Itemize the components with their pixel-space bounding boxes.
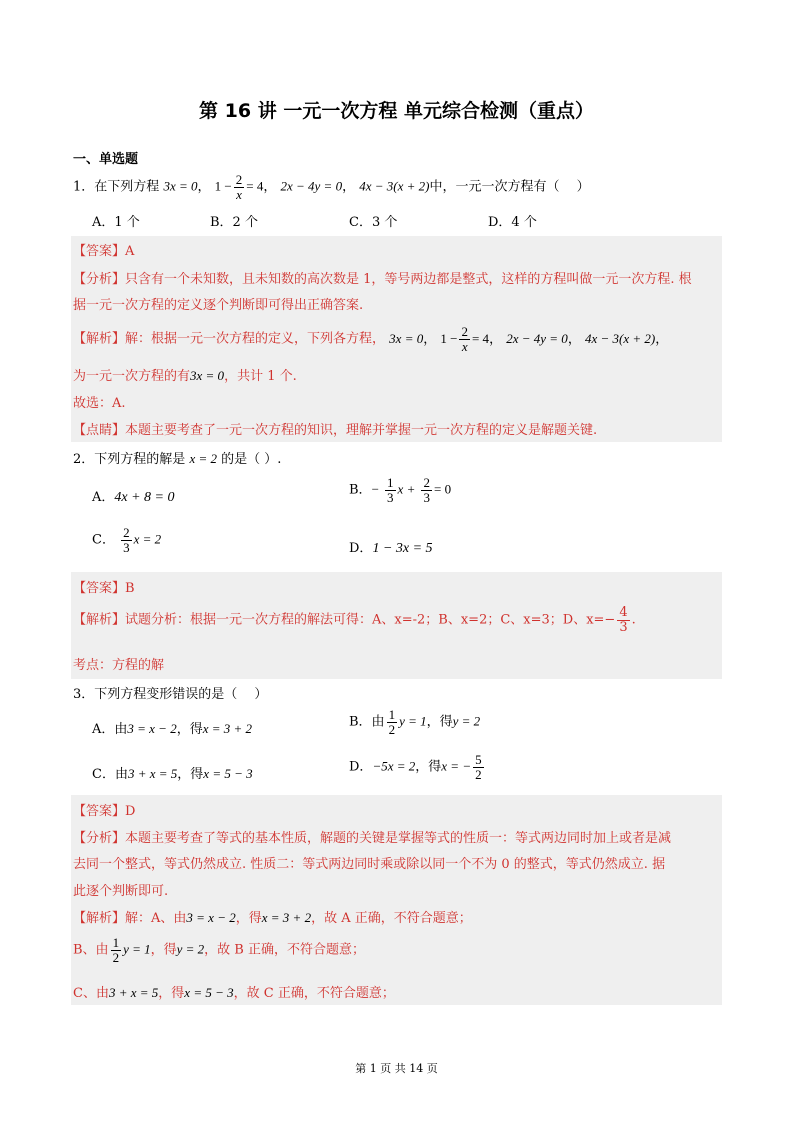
question-2: 2．下列方程的解是 x = 2 的是（ ）.	[73, 451, 282, 467]
section-heading: 一、单选题	[73, 152, 139, 167]
q2-option-d: D．1 − 3x = 5	[349, 541, 433, 556]
q1-explain-line1: 【解析】解：根据一元一次方程的定义，下列各方程， 3x = 0， 1 − $\frac{2}{x}$ = 4， 2x − 4y = 0， 4x − 3(x + 2)，	[73, 324, 669, 354]
q1-answer: 【答案】A	[73, 244, 135, 259]
q1-comment: 【点睛】本题主要考查了一元一次方程的知识，理解并掌握一元一次方程的定义是解题关键.	[73, 423, 598, 438]
page-title: 第 16 讲 一元一次方程 单元综合检测（重点）	[199, 100, 594, 122]
q1-option-d: D．4 个	[488, 215, 537, 230]
q3-option-c: C．由3 + x = 5，得x = 5 − 3	[92, 766, 253, 782]
q3-answer: 【答案】D	[73, 804, 136, 819]
q2-option-a: A．4x + 8 = 0	[92, 490, 175, 505]
q2-point: 考点：方程的解	[73, 658, 165, 673]
q3-explain-line1: 【解析】解：A、由3 = x − 2，得x = 3 + 2，故 A 正确，不符合题意；	[73, 910, 472, 926]
q1-option-b: B．2 个	[210, 215, 258, 230]
q1-explain-line3: 故选：A.	[73, 396, 126, 411]
q2-explain: 【解析】试题分析：根据一元一次方程的解法可得：A、x=-2；B、x=2；C、x=3；D、x=− $\frac{4}{3}$ .	[73, 605, 636, 635]
q2-answer: 【答案】B	[73, 581, 135, 596]
q3-explain-line2: B、由 $\frac{1}{2}$ y = 1，得y = 2，故 B 正确，不符合题意；	[73, 935, 365, 965]
q2-option-b: B．− $\frac{1}{3}$ x + $\frac{2}{3}$ = 0	[349, 475, 452, 505]
q1-option-a: A．1 个	[92, 215, 140, 230]
q3-analysis-line1: 【分析】本题主要考查了等式的基本性质，解题的关键是掌握等式的性质一：等式两边同时加上或者是减	[73, 831, 672, 846]
q3-option-d: D．−5x = 2，得x = − $\frac{5}{2}$	[349, 752, 482, 782]
q1-option-c: C．3 个	[349, 215, 398, 230]
q3-explain-line3: C、由3 + x = 5，得x = 5 − 3，故 C 正确，不符合题意；	[73, 985, 395, 1001]
question-3: 3．下列方程变形错误的是（ ）	[73, 687, 268, 702]
question-1: 1．在下列方程 3x = 0， 1 − $\frac{2}{x}$ = 4， 2x − 4y = 0， 4x − 3(x + 2)中，一元一次方程有（ ）	[73, 172, 590, 202]
q3-analysis-line2: 去同一个整式，等式仍然成立. 性质二：等式两边同时乘或除以同一个不为 0 的整式，等式仍然成立. 据	[73, 857, 666, 872]
page-footer: 第 1 页 共 14 页	[355, 1062, 438, 1075]
q3-analysis-line3: 此逐个判断即可.	[73, 884, 169, 899]
q3-option-b: B．由 $\frac{1}{2}$ y = 1，得y = 2	[349, 707, 481, 737]
q2-option-c: C． $\frac{2}{3}$ x = 2	[92, 525, 162, 555]
q1-analysis-line2: 据一元一次方程的定义逐个判断即可得出正确答案.	[73, 298, 364, 313]
q1-analysis-line1: 【分析】只含有一个未知数，且未知数的高次数是 1，等号两边都是整式，这样的方程叫做一元一次方程. 根	[73, 272, 692, 287]
q1-explain-line2: 为一元一次方程的有3x = 0，共计 1 个.	[73, 368, 297, 384]
q3-option-a: A．由3 = x − 2，得x = 3 + 2	[92, 721, 253, 737]
